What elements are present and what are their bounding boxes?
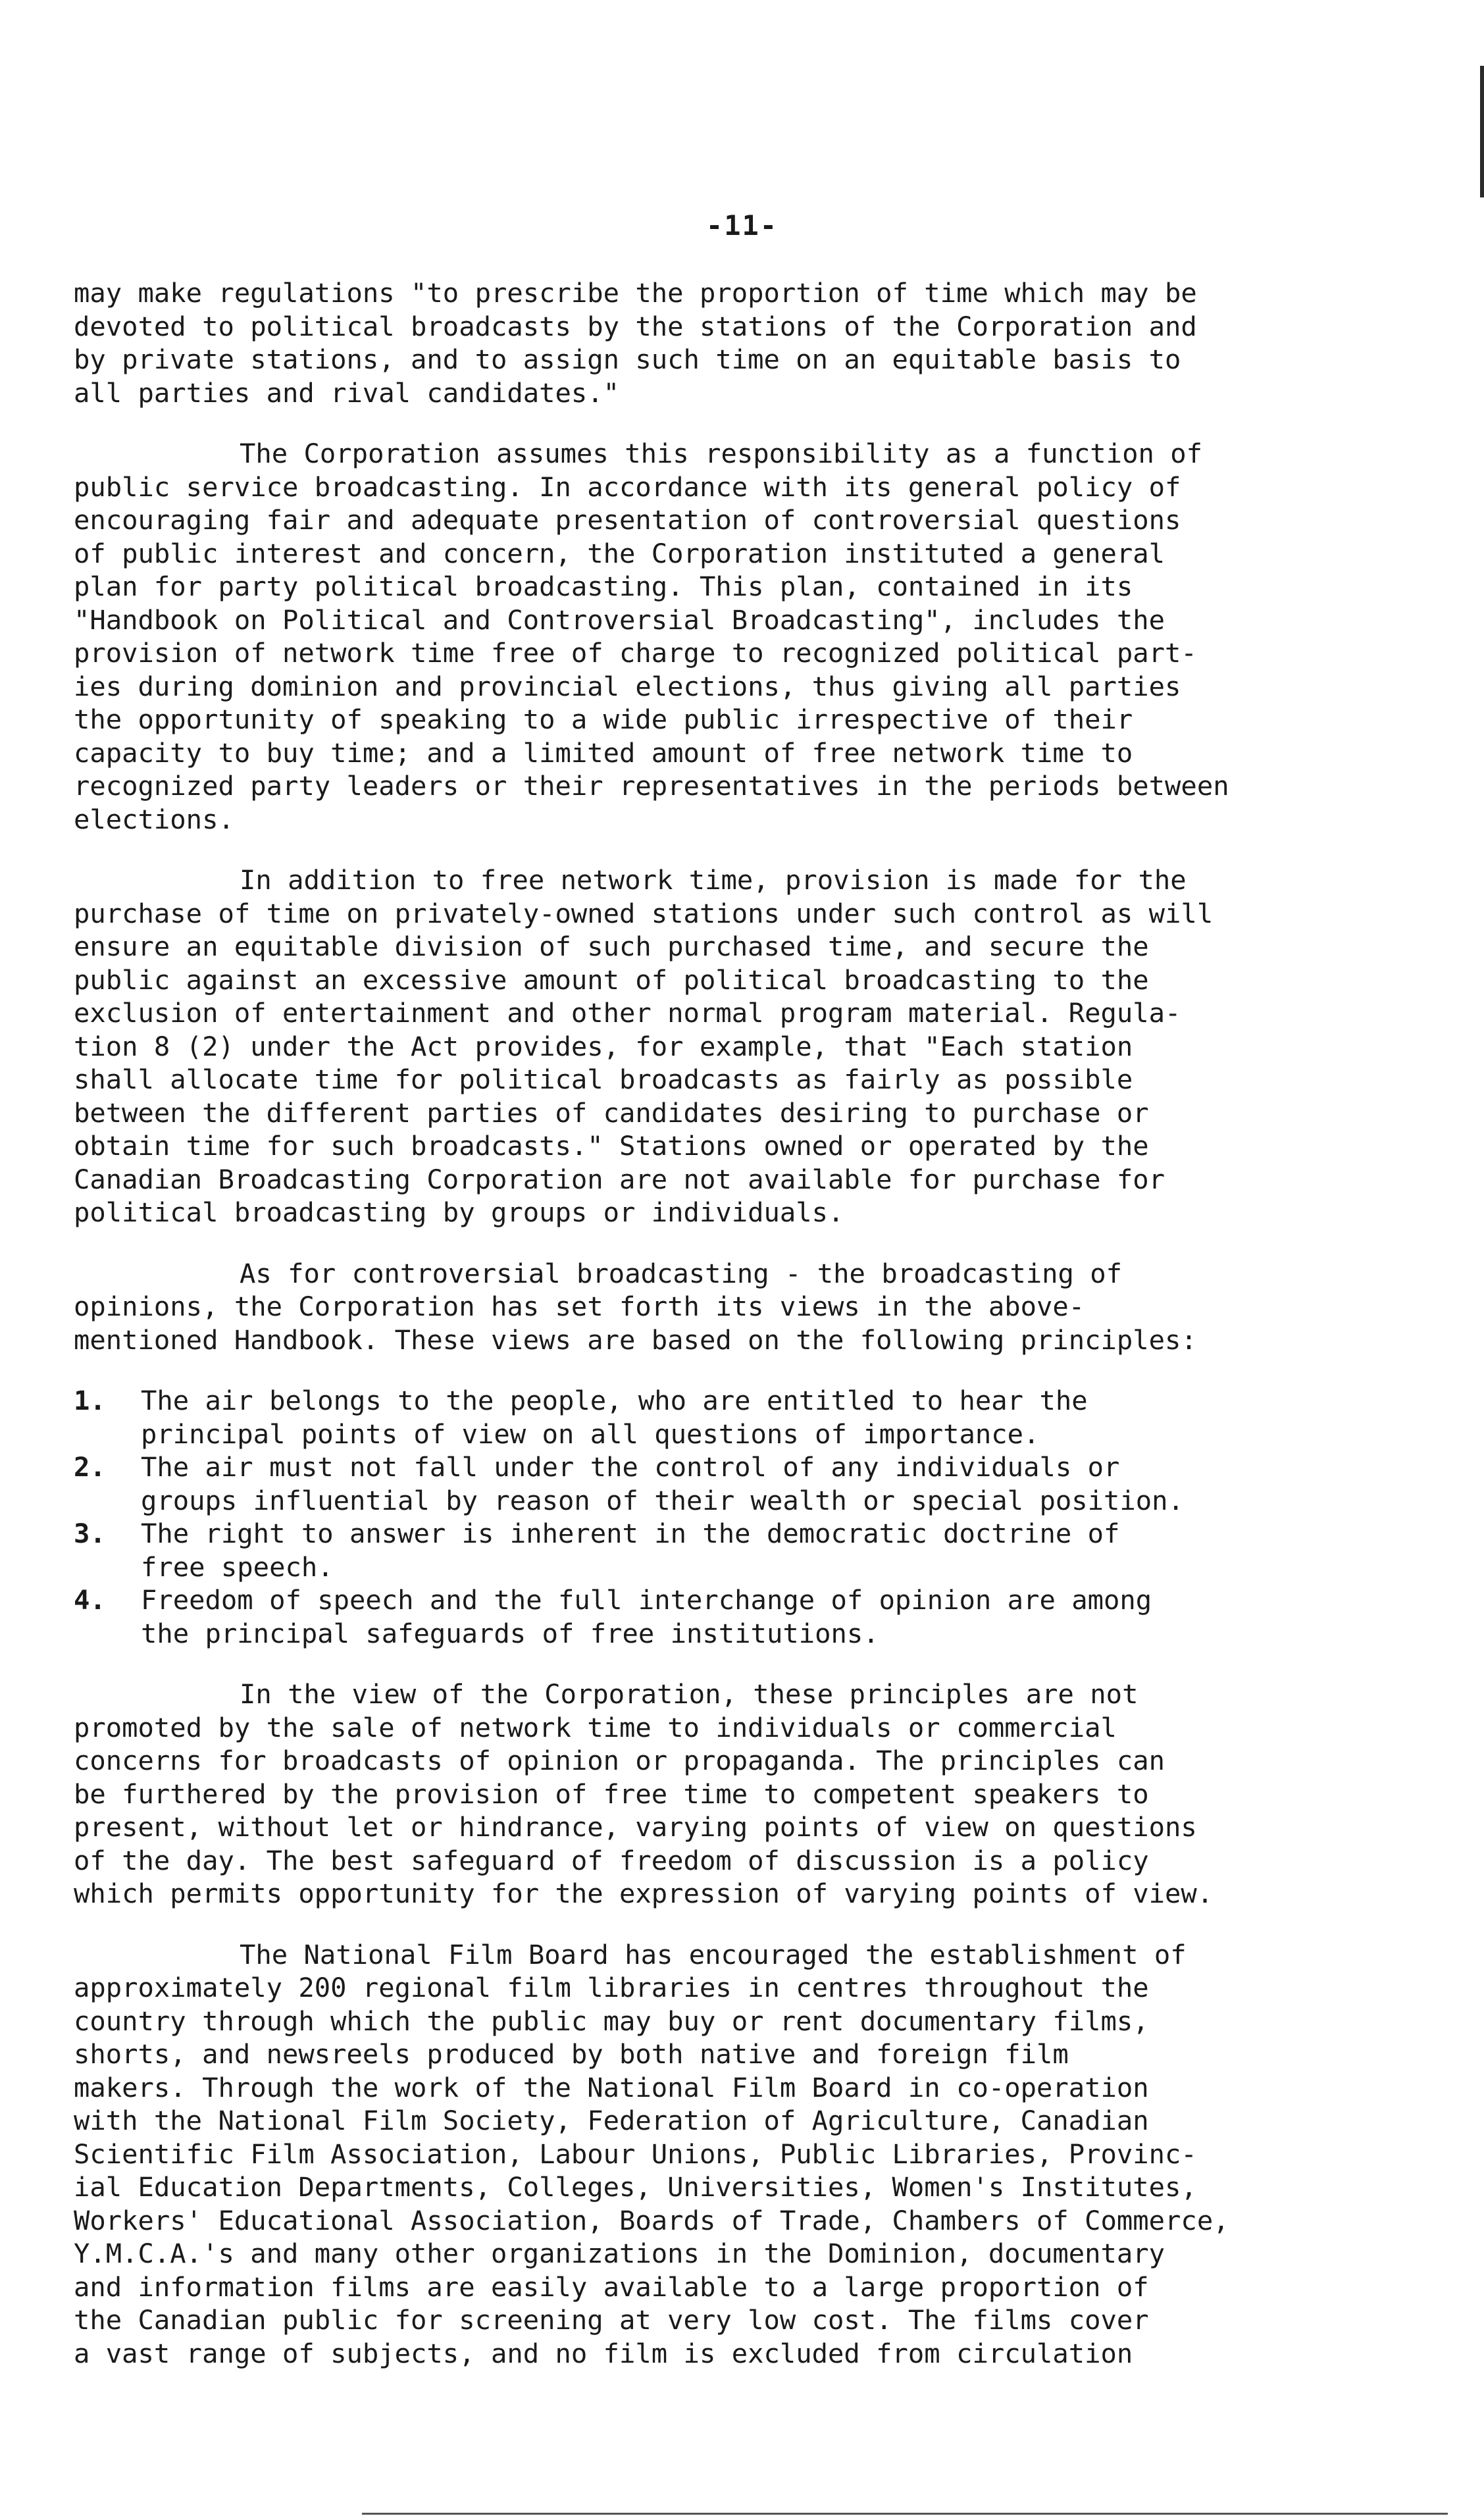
principle-text: The right to answer is inherent in the democratic doctrine of free speech. — [141, 1518, 1120, 1583]
principle-item — [74, 1451, 1278, 1517]
document-body — [74, 276, 1278, 2398]
principle-number: 3. — [74, 1518, 106, 1549]
principle-text: Freedom of speech and the full interchange of opinion are among the principal safeguards of free institutions. — [141, 1584, 1152, 1649]
scan-edge-mark — [1480, 66, 1484, 197]
page-number: -11- — [705, 209, 779, 242]
page-bottom-edge — [362, 2513, 1448, 2515]
principle-number: 2. — [74, 1451, 106, 1483]
paragraph-regulations-quote: may make regulations "to prescribe the proportion of time which may be devoted to political broadcasts by the stations of the Corporation and by private stations, and to assign such time on an equitable basis to all parties and rival candidates." — [74, 277, 1197, 409]
paragraph-purchased-time: In addition to free network time, provision is made for the purchase of time on privately-owned stations under such control as will ensure an equitable division of such purchased time, and secure the public against an excessive amount of political broadcasting to the exclusion of entertainment and other normal program material. Regula- tion 8 (2) under the Act provides, for example, that "Each station shall allocate time for political broadcasts as fairly as possible between the different parties of candidates desiring to purchase or obtain time for such broadcasts." Stations owned or operated by the Canadian Broadcasting Corporation are not available for purchase for political broadcasting by groups or individuals. — [74, 864, 1214, 1228]
paragraph-corporation-responsibility: The Corporation assumes this responsibility as a function of public service broadcasting. In accordance with its general policy of encouraging fair and adequate presentation of controversial questions of public interest and concern, the Corporation instituted a general plan for party political broadcasting. This plan, contained in its "Handbook on Political and Controversial Broadcasting", includes the provision of network time free of charge to recognized political part- ies during dominion and provincial elections, thus giving all parties the opportunity of speaking to a wide public irrespective of their capacity to buy time; and a limited amount of free network time to recognized party leaders or their representatives in the periods between elections. — [74, 438, 1229, 835]
principle-text: The air must not fall under the control of any individuals or groups influential by reason of their wealth or special position. — [141, 1451, 1184, 1516]
paragraph-controversial-broadcasting: As for controversial broadcasting - the broadcasting of opinions, the Corporation has set forth its views in the above- mentioned Handbook. These views are based on the following principles: — [74, 1257, 1197, 1356]
principle-item — [74, 1384, 1278, 1451]
principles-list — [74, 1384, 1278, 1650]
principle-number: 1. — [74, 1385, 106, 1416]
principle-number: 4. — [74, 1584, 106, 1616]
principle-item — [74, 1583, 1278, 1650]
principle-item — [74, 1517, 1278, 1583]
principle-text: The air belongs to the people, who are entitled to hear the principal points of view on all questions of importance. — [141, 1385, 1088, 1450]
paragraph-corporation-view: In the view of the Corporation, these principles are not promoted by the sale of network time to individuals or commercial concerns for broadcasts of opinion or propaganda. The principles can be furthered by the provision of free time to competent speakers to present, without let or hindrance, varying points of view on questions of the day. The best safeguard of freedom of discussion is a policy which permits opportunity for the expression of varying points of view. — [74, 1678, 1214, 1909]
paragraph-national-film-board: The National Film Board has encouraged the establishment of approximately 200 regional film libraries in centres throughout the country through which the public may buy or rent documentary films, shorts, and newsreels produced by both native and foreign film makers. Through the work of the National Film Board in co-operation with the National Film Society, Federation of Agriculture, Canadian Scientific Film Association, Labour Unions, Public Libraries, Provinc- ial Education Departments, Colleges, Universities, Women's Institutes, Workers' Educational Association, Boards of Trade, Chambers of Commerce, Y.M.C.A.'s and many other organizations in the Dominion, documentary and information films are easily available to a large proportion of the Canadian public for screening at very low cost. The films cover a vast range of subjects, and no film is excluded from circulation — [74, 1938, 1229, 2369]
